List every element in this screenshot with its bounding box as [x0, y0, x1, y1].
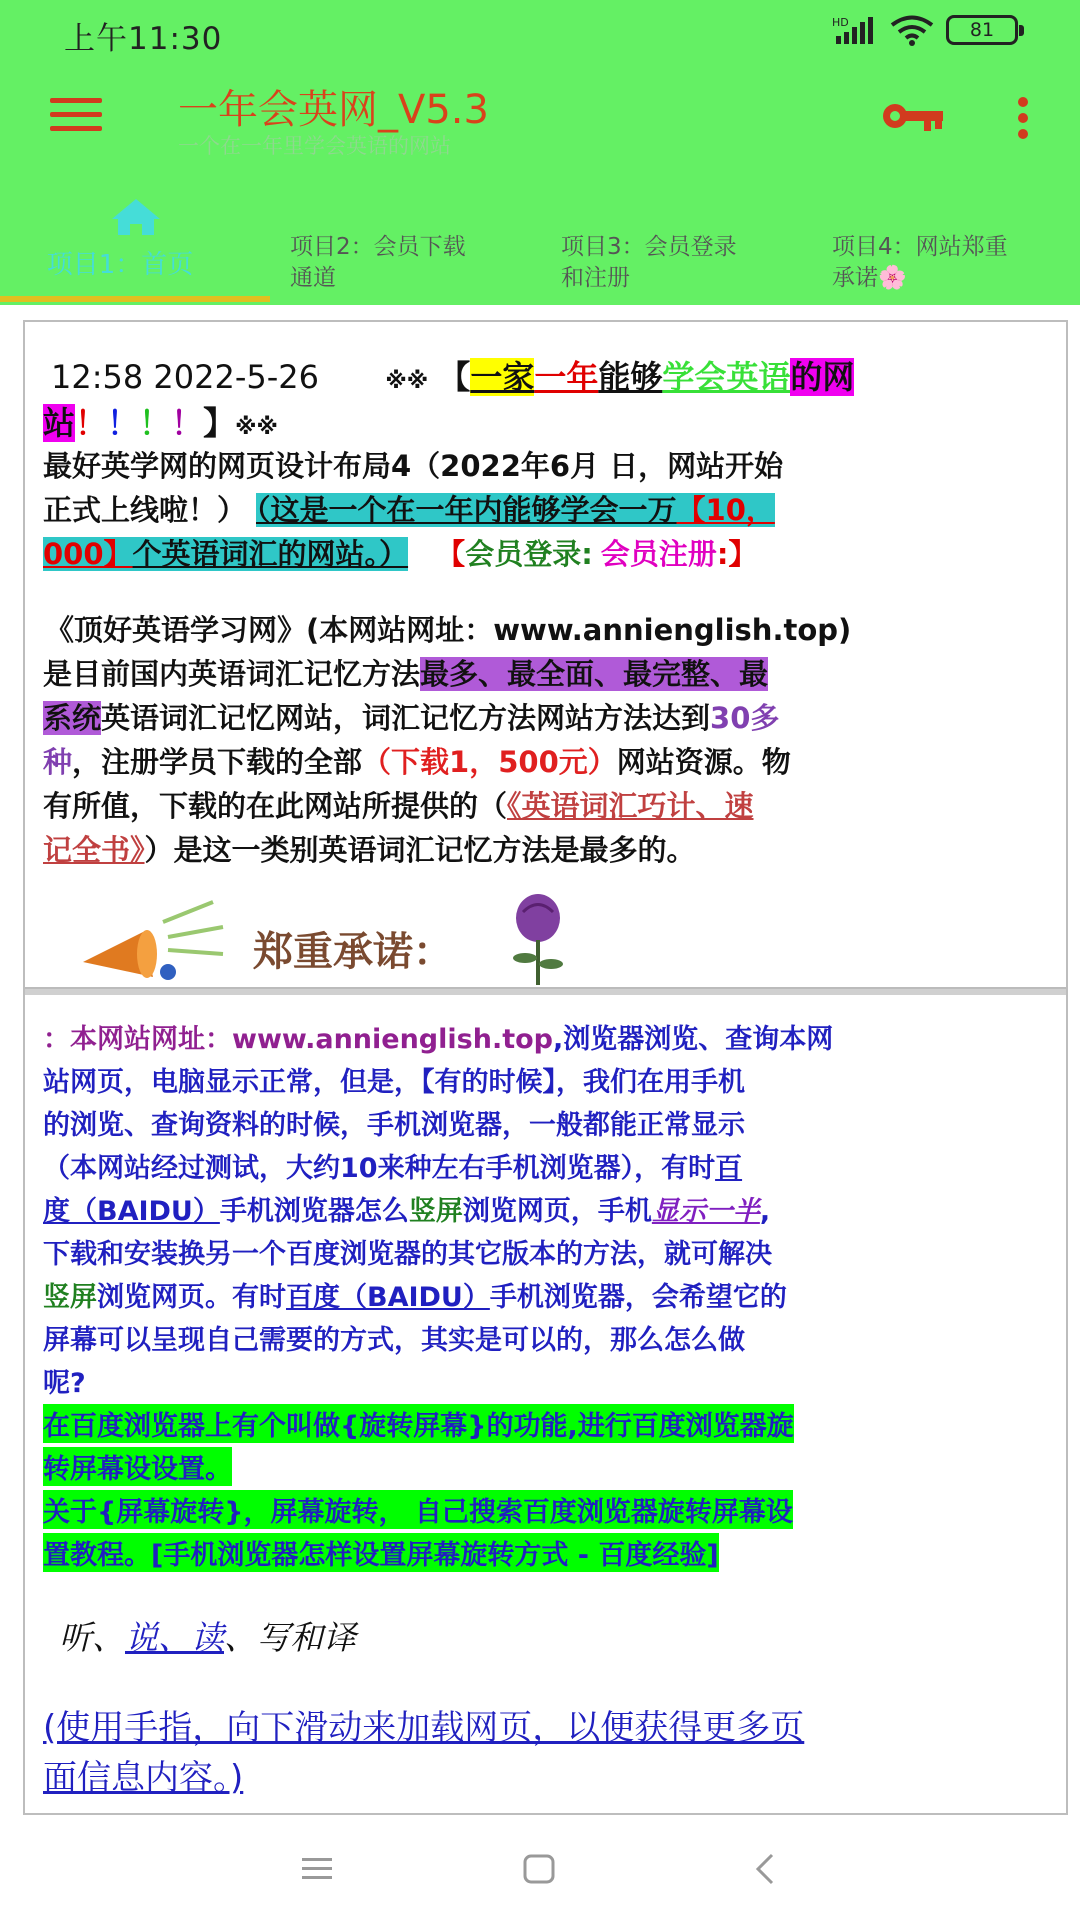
- notice-text: 下载和安装换另一个百度浏览器的其它版本的方法，就可解决: [43, 1239, 772, 1270]
- tab-label: 项目3：会员登录: [561, 234, 737, 260]
- site-url: ：本网站网址：www.annienglish.top: [43, 1024, 553, 1055]
- home-icon: [110, 197, 162, 237]
- key-icon[interactable]: [880, 96, 946, 136]
- tab-label: 项目4：网站郑重: [832, 234, 1008, 260]
- notice-text: 浏览网页。有时: [97, 1282, 286, 1313]
- notice-text: 手机浏览器怎么: [219, 1196, 409, 1227]
- exclaim: ！: [75, 404, 108, 442]
- site-intro: 网站资源。物: [616, 745, 791, 779]
- headline-part: 的网: [790, 358, 855, 396]
- intro-highlight: 个英语词汇的网站。）: [132, 537, 409, 571]
- skills-link[interactable]: 说、读: [125, 1618, 224, 1657]
- headline-part: 站: [43, 404, 76, 442]
- active-tab-indicator: [0, 296, 270, 302]
- notice-text: 手机浏览器，会希望它的: [489, 1282, 787, 1313]
- site-intro: 有所值，下载的在此网站所提供的（: [43, 789, 508, 823]
- site-intro: ）是这一类别英语词汇记忆方法是最多的。: [144, 833, 696, 867]
- site-intro: 英语词汇记忆网站，词汇记忆方法网站方法达到: [101, 701, 711, 735]
- half-display-link[interactable]: 显示一半: [651, 1196, 760, 1227]
- intro-text: 最好英学网的网页设计布局4（2022年6月 日，网站开始: [43, 449, 784, 483]
- site-intro: 《顶好英语学习网》(本网站网址：www.annienglish.top): [45, 613, 852, 647]
- intro-highlight: （这是一个在一年内能够学会一万: [256, 493, 677, 527]
- tab-label: 承诺🌸: [832, 265, 907, 291]
- status-time: 上午11:30: [64, 21, 223, 57]
- headline-part: 一家: [470, 358, 535, 396]
- promise-title: 郑重承诺：: [253, 928, 453, 975]
- status-bar: [0, 0, 1080, 64]
- skills-text: 听、: [59, 1618, 125, 1657]
- tab-label: 项目2：会员下载: [290, 234, 466, 260]
- bracket: :】: [716, 537, 758, 571]
- notice-text: 浏览网页，手机: [462, 1196, 652, 1227]
- home-nav-icon[interactable]: [522, 1853, 556, 1885]
- notice-highlight: 竖屏: [43, 1282, 97, 1313]
- tab-home[interactable]: [0, 212, 270, 282]
- menu-icon[interactable]: [50, 98, 104, 134]
- baidu-link[interactable]: 百: [715, 1153, 743, 1184]
- battery-icon: 81: [946, 15, 1018, 45]
- intro-highlight: 【10，: [676, 493, 775, 527]
- tab-label: 和注册: [561, 265, 630, 291]
- notice-highlight: 竖屏: [408, 1196, 463, 1227]
- exclaim: ！: [107, 404, 140, 442]
- section-divider: [25, 987, 1068, 995]
- notice-text: ,: [759, 1196, 771, 1227]
- site-intro: 是目前国内英语词汇记忆方法: [43, 657, 421, 691]
- exclaim: ！: [171, 404, 204, 442]
- notice-text: 的浏览、查询资料的时候，手机浏览器，一般都能正常显示: [43, 1110, 745, 1141]
- site-intro-highlight: 30多: [710, 701, 780, 735]
- site-intro-highlight: 最多、最全面、最完整、最: [420, 657, 769, 691]
- signal-icon: [832, 14, 886, 46]
- wifi-icon: [890, 14, 934, 46]
- tip-link[interactable]: 置教程。[手机浏览器怎样设置屏幕旋转方式 - 百度经验]: [43, 1533, 719, 1572]
- stars-deco: ※※: [385, 369, 429, 394]
- more-options-icon[interactable]: [1016, 97, 1030, 139]
- tip-text: 关于{屏幕旋转}，屏幕旋转， 自己搜索百度浏览器旋转屏幕设: [43, 1490, 793, 1529]
- baidu-link[interactable]: 度（BAIDU）: [43, 1196, 220, 1227]
- book-link[interactable]: 《英语词汇巧计、速: [507, 789, 754, 823]
- bracket: 【: [436, 537, 466, 571]
- rose-icon: [503, 892, 573, 987]
- site-intro-highlight: 系统: [43, 701, 102, 735]
- headline-part: 能够: [598, 358, 663, 396]
- bracket: 】: [203, 404, 236, 442]
- tip-text: 在百度浏览器上有个叫做{旋转屏幕}的功能,进行百度浏览器旋: [43, 1404, 794, 1443]
- scroll-hint-link[interactable]: (使用手指，向下滑动来加载网页，以便获得更多页: [43, 1708, 805, 1748]
- skills-text: 、写和译: [224, 1618, 356, 1657]
- headline-part: 学会英语: [662, 358, 791, 396]
- app-bar: [0, 0, 1080, 305]
- recent-apps-icon[interactable]: [300, 1855, 334, 1883]
- site-intro-highlight: 种: [43, 745, 73, 779]
- system-nav-bar: [0, 1815, 1080, 1920]
- bracket: 【: [438, 358, 471, 396]
- tab-member-download[interactable]: [290, 232, 540, 302]
- web-content[interactable]: [23, 320, 1068, 1815]
- app-title: 一年会英网_V5.3: [178, 87, 489, 133]
- notice-text: 站网页，电脑显示正常，但是，【有的时候】，我们在用手机: [43, 1067, 745, 1098]
- intro-text: 正式上线啦！）: [43, 493, 247, 527]
- baidu-link[interactable]: 百度（BAIDU）: [286, 1282, 490, 1313]
- network-label: HD: [832, 16, 849, 29]
- scroll-hint-link[interactable]: 面信息内容。): [43, 1758, 244, 1798]
- member-register-link[interactable]: 会员注册: [600, 537, 717, 571]
- notice-text: （本网站经过测试，大约10来种左右手机浏览器），有时: [43, 1153, 716, 1184]
- site-intro: ，注册学员下载的全部: [72, 745, 363, 779]
- tip-text: 转屏幕设设置。: [43, 1447, 232, 1486]
- book-link[interactable]: 记全书》: [43, 833, 145, 867]
- megaphone-icon: [73, 892, 233, 987]
- headline-part: 一年: [534, 358, 599, 396]
- tab-label: 通道: [290, 265, 336, 291]
- exclaim: ！: [139, 404, 172, 442]
- price-text: （下载1，500元）: [362, 745, 617, 779]
- notice-text: ,浏览器浏览、查询本网: [552, 1024, 834, 1055]
- stars-deco: ※※: [235, 415, 278, 440]
- tab-site-promise[interactable]: [832, 232, 1072, 302]
- tab-home-label: 项目1：首页: [46, 250, 194, 280]
- notice-text: 屏幕可以呈现自己需要的方式，其实是可以的，那么怎么做: [43, 1325, 745, 1356]
- tab-member-login[interactable]: [561, 232, 811, 302]
- back-icon[interactable]: [752, 1851, 778, 1887]
- notice-text: 呢?: [43, 1368, 86, 1399]
- post-time: 12:58 2022-5-26: [51, 358, 319, 396]
- member-login-link[interactable]: 会员登录:: [465, 537, 593, 571]
- intro-highlight: 000】: [43, 537, 133, 571]
- app-subtitle: 一个在一年里学会英语的网站: [178, 134, 451, 158]
